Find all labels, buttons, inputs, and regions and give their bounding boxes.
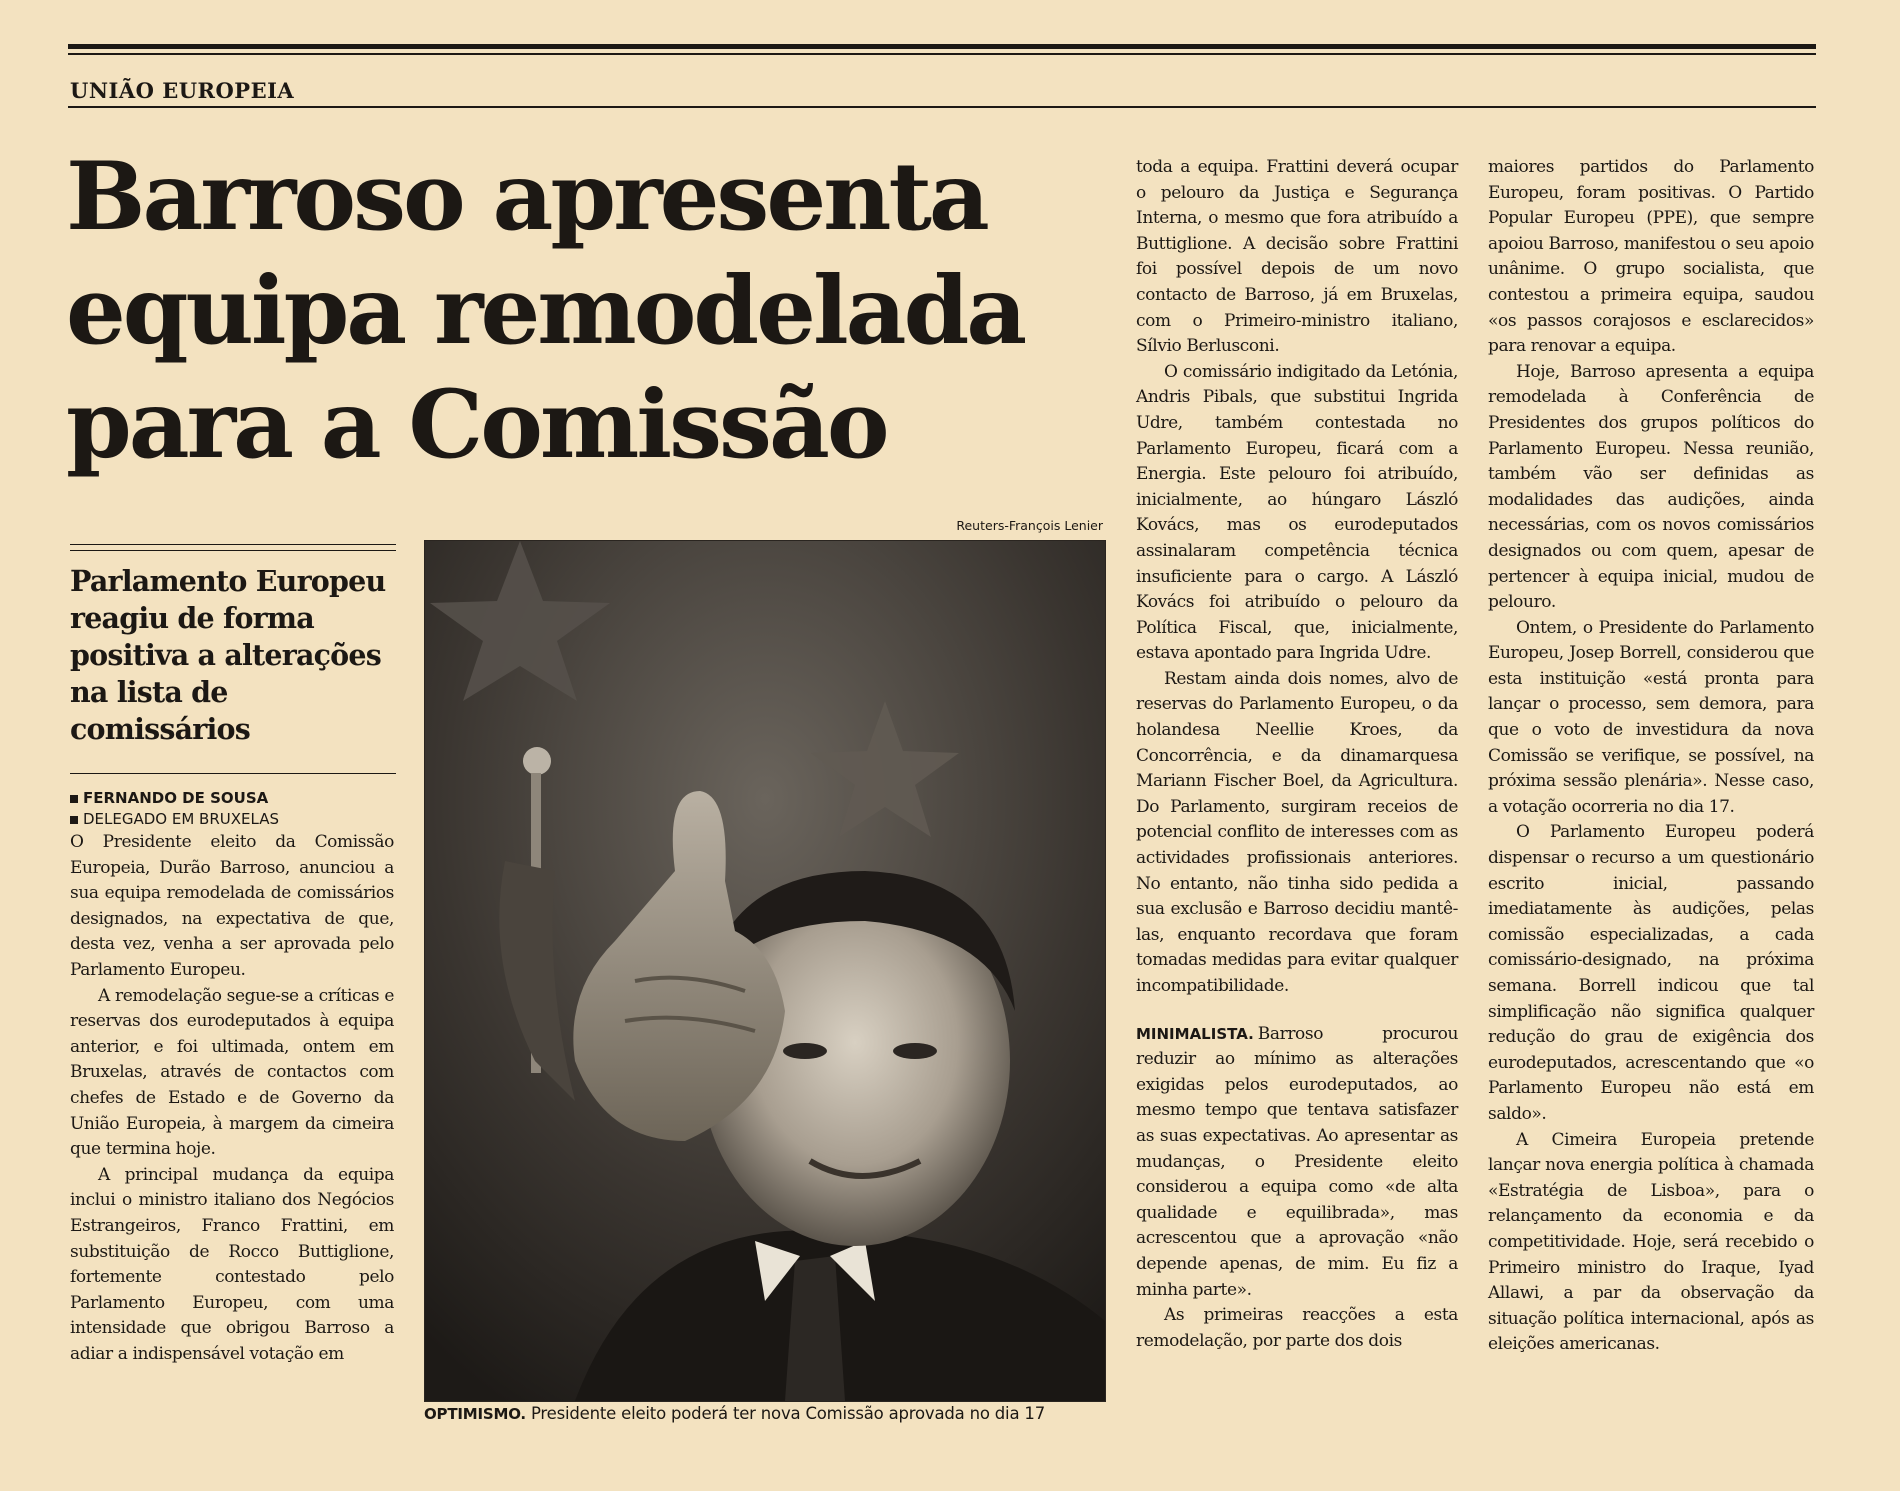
subhead: Parlamento Europeu reagiu de forma positiva a alterações na lista de comissários xyxy=(70,564,386,746)
paragraph xyxy=(1136,1022,1458,1304)
paragraph: Ontem, o Presidente do Parlamento Europeu, Josep Borrell, considerou que esta instituição «está pronta para lançar o processo, sem demora, para que o voto de investidura da nova Comissão se verifique, se possível, na próxima sessão plenária». Nesse caso, a votação ocorreria no dia 17. xyxy=(1488,617,1814,817)
bullet-square-icon xyxy=(70,816,78,824)
caption-text: Presidente eleito poderá ter nova Comissão aprovada no dia 17 xyxy=(530,1404,1045,1423)
subhead-rule-bottom xyxy=(70,773,396,774)
photo-credit: Reuters-François Lenier xyxy=(956,518,1103,533)
paragraph: O Parlamento Europeu poderá dispensar o recurso a um questionário escrito inicial, passando imediatamente às audições, pelas comissão especializadas, a cada comissário-designado, na próxima semana. Borrell indicou que tal simplificação não significa qualquer redução do grau de exigência dos eurodeputados, acrescentando que «o Parlamento Europeu não está em saldo». xyxy=(1488,822,1814,1124)
photo-caption xyxy=(424,1403,1104,1425)
subhead-rule-top xyxy=(70,544,396,545)
paragraph: toda a equipa. Frattini deverá ocupar o pelouro da Justiça e Segurança Interna, o mesmo que fora atribuído a Buttiglione. A decisão sobre Frattini foi possível depois de um novo contacto de Barroso, já em Bruxelas, com o Primeiro-ministro italiano, Sílvio Berlusconi. xyxy=(1136,157,1458,357)
photo xyxy=(424,540,1106,1402)
paragraph: A principal mudança da equipa inclui o ministro italiano dos Negócios Estrangeiros, Franco Frattini, em substituição de Rocco Buttiglione, fortemente contestado pelo Parlamento Europeu, com uma intensidade que obrigou Barroso a adiar a indispensável votação em xyxy=(70,1164,394,1364)
paragraph: O Presidente eleito da Comissão Europeia, Durão Barroso, anunciou a sua equipa remodelada de comissários designados, na expectativa de que, desta vez, venha a ser aprovada pelo Parlamento Europeu. xyxy=(70,832,394,980)
paragraph: Restam ainda dois nomes, alvo de reservas do Parlamento Europeu, o da holandesa Neellie Kroes, da Concorrência, e da dinamarquesa Mariann Fischer Boel, da Agricultura. Do Parlamento, surgiram receios de potencial conflito de interesses com as actividades profissionais anteriores. No entanto, não tinha sido pedida a sua exclusão e Barroso decidiu mantê-las, enquanto recordava que foram tomadas medidas para evitar qualquer incompatibilidade. xyxy=(1136,668,1458,996)
paragraph: maiores partidos do Parlamento Europeu, foram positivas. O Partido Popular Europeu (PPE), que sempre apoiou Barroso, manifestou o seu apoio unânime. O grupo socialista, que contestou a primeira equipa, saudou «os passos corajosos e esclarecidos» para renovar a equipa. xyxy=(1488,157,1814,357)
headline: Barroso apresenta equipa remodelada para a Comissão xyxy=(66,142,1025,480)
paragraph: Hoje, Barroso apresenta a equipa remodelada à Conferência de Presidentes dos grupos políticos do Parlamento Europeu. Nessa reunião, também vão ser definidas as modalidades das audições, ainda necessárias, com os novos comissários designados ou com quem, apesar de pertencer à equipa inicial, mudou de pelouro. xyxy=(1488,361,1814,613)
article-column-3 xyxy=(1136,155,1458,1354)
article-column-1 xyxy=(70,830,394,1367)
paragraph-text: Barroso procurou reduzir ao mínimo as alterações exigidas pelos eurodeputados, ao mesmo tempo que tentava satisfazer as suas expectativas. Ao apresentar as mudanças, o Presidente eleito considerou a equipa como «de alta qualidade e equilibrada», mas acrescentou que a aprovação «não depende apenas, de mim. Eu fiz a minha parte». xyxy=(1136,1023,1458,1300)
photo-image xyxy=(425,541,1105,1401)
paragraph: O comissário indigitado da Letónia, Andris Pibals, que substitui Ingrida Udre, também contestada no Parlamento Europeu, ficará com a Energia. Este pelouro foi atribuído, inicialmente, ao húngaro László Kovács, mas os eurodeputados assinalaram competência técnica insuficiente para o cargo. A László Kovács foi atribuído o pelouro da Política Fiscal, que, inicialmente, estava apontado para Ingrida Udre. xyxy=(1136,361,1458,664)
article-column-4 xyxy=(1488,155,1814,1358)
section-rule xyxy=(68,106,1816,108)
paragraph: As primeiras reacções a esta remodelação, por parte dos dois xyxy=(1136,1305,1458,1351)
byline xyxy=(70,788,400,830)
byline-author-line xyxy=(70,788,400,809)
paragraph-kicker: MINIMALISTA. xyxy=(1136,1024,1254,1043)
subhead-rule-top2 xyxy=(70,550,396,551)
byline-author: FERNANDO DE SOUSA xyxy=(83,789,269,807)
top-rule xyxy=(68,44,1816,49)
top-rule-thin xyxy=(68,53,1816,55)
caption-kicker: OPTIMISMO. xyxy=(424,1405,526,1423)
paragraph: A Cimeira Europeia pretende lançar nova energia política à chamada «Estratégia de Lisboa», para o relançamento da economia e da competitividade. Hoje, será recebido o Primeiro ministro do Iraque, Iyad Allawi, a par da observação da situação política internacional, após as eleições americanas. xyxy=(1488,1129,1814,1355)
bullet-square-icon xyxy=(70,795,78,803)
section-label: UNIÃO EUROPEIA xyxy=(70,78,295,103)
byline-role-line xyxy=(70,809,400,830)
paragraph: A remodelação segue-se a críticas e reservas dos eurodeputados à equipa anterior, e foi ultimada, ontem em Bruxelas, através de contactos com chefes de Estado e de Governo da União Europeia, à margem da cimeira que termina hoje. xyxy=(70,985,394,1160)
byline-role: DELEGADO EM BRUXELAS xyxy=(83,810,279,828)
